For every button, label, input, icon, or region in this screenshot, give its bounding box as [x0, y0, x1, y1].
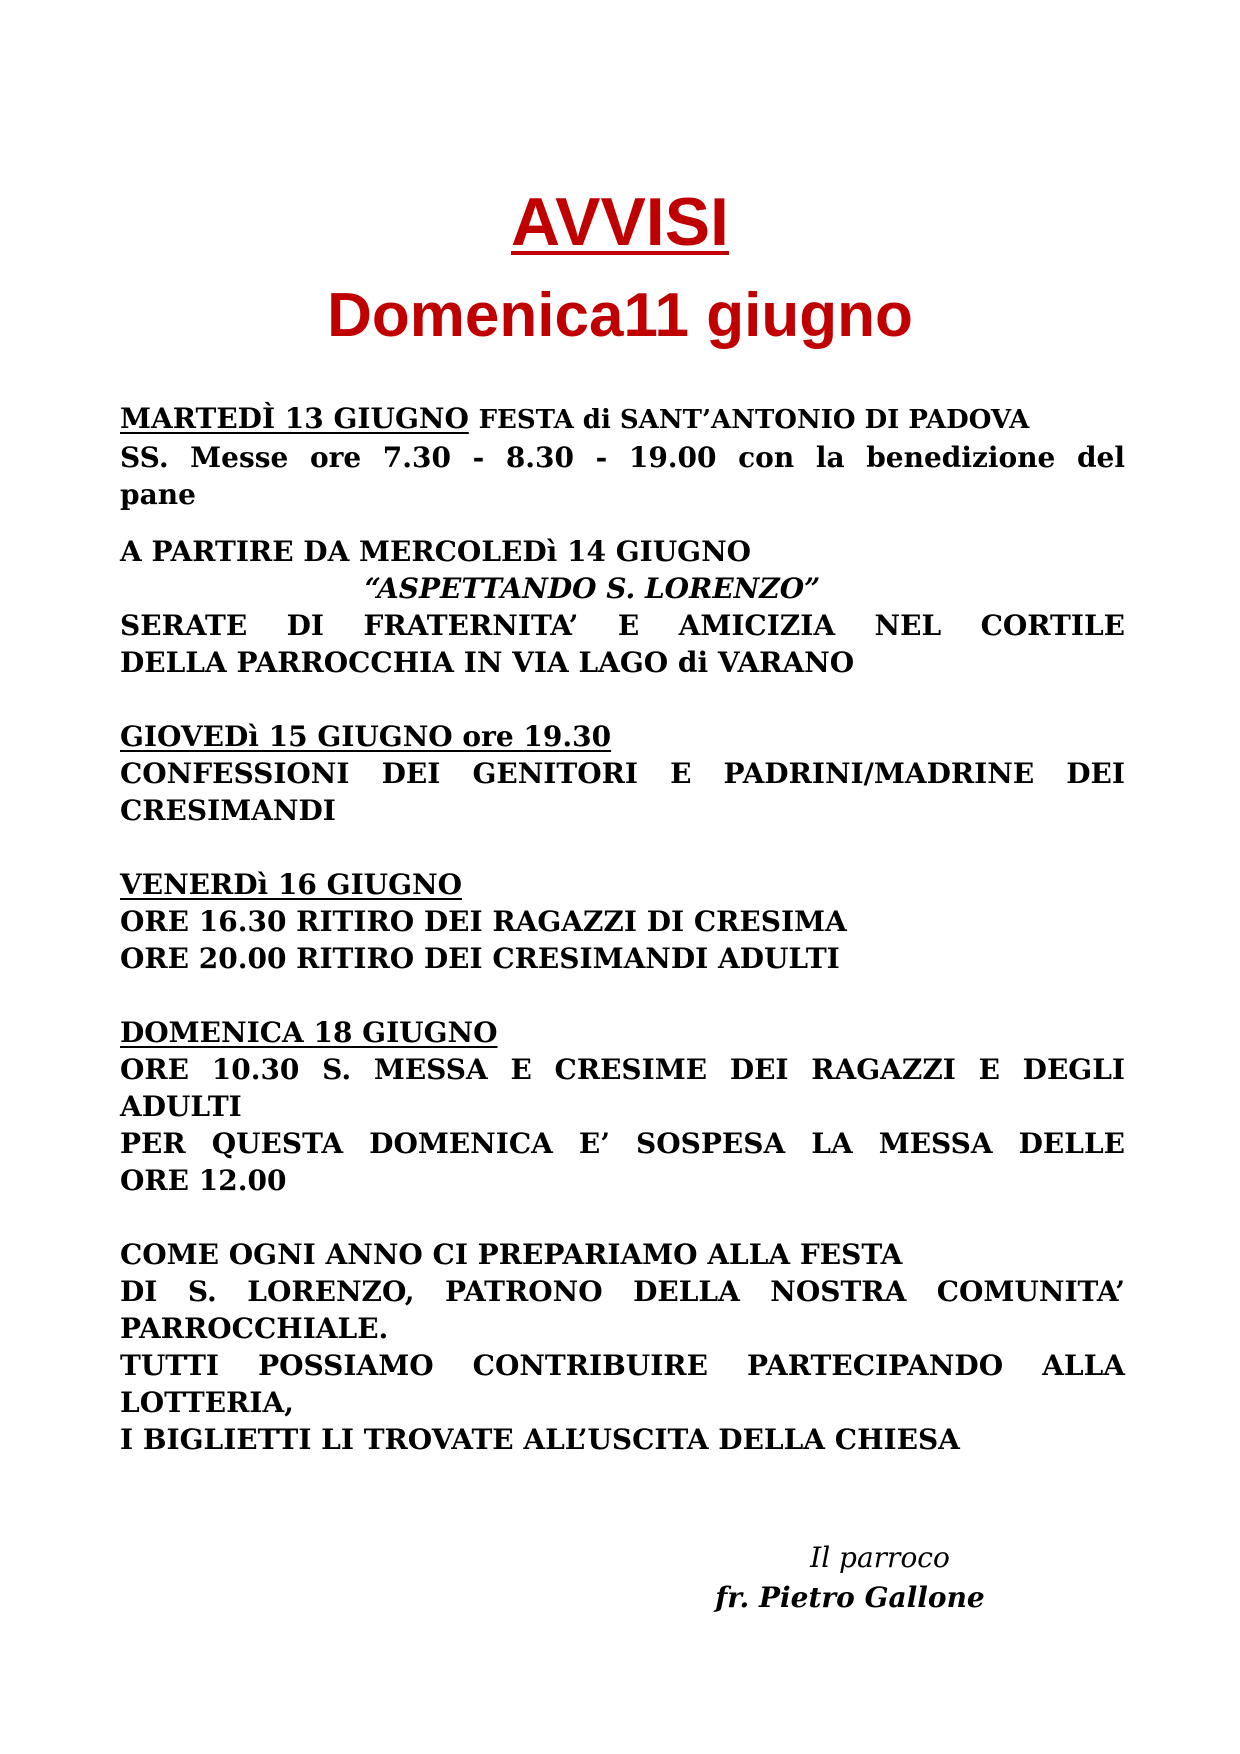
- notice-san-lorenzo-line-4: TUTTI POSSIAMO CONTRIBUIRE PARTECIPANDO ALLA: [120, 1349, 1125, 1382]
- notice-martedi-heading-line: [120, 400, 1125, 439]
- notice-venerdi: [120, 866, 1125, 977]
- notice-san-lorenzo-line-6: I BIGLIETTI LI TROVATE ALL’USCITA DELLA CHIESA: [120, 1423, 960, 1456]
- notice-san-lorenzo-line-3: PARROCCHIALE.: [120, 1312, 389, 1345]
- page-title-text: AVVISI: [511, 184, 729, 260]
- notice-giovedi: [120, 718, 1125, 829]
- notice-san-lorenzo-line-2: DI S. LORENZO, PATRONO DELLA NOSTRA COMUNITA’: [120, 1275, 1125, 1308]
- notice-martedi-line-1: SS. Messe ore 7.30 - 8.30 - 19.00 con la benedizione del: [120, 441, 1125, 474]
- notice-domenica-line-3: PER QUESTA DOMENICA E’ SOSPESA LA MESSA DELLE: [120, 1127, 1125, 1160]
- notice-mercoledi-line-4: DELLA PARROCCHIA IN VIA LAGO di VARANO: [120, 646, 855, 679]
- notice-mercoledi-line-1: A PARTIRE DA MERCOLEDì 14 GIUGNO: [120, 535, 752, 568]
- notice-venerdi-heading: VENERDì 16 GIUGNO: [120, 868, 462, 901]
- notice-san-lorenzo-line-1: COME OGNI ANNO CI PREPARIAMO ALLA FESTA: [120, 1238, 903, 1271]
- notice-giovedi-line-2: CRESIMANDI: [120, 794, 336, 827]
- notice-domenica-line-2: ADULTI: [120, 1090, 242, 1123]
- notice-martedi-title: FESTA di SANT’ANTONIO DI PADOVA: [478, 405, 1030, 435]
- signature-name: fr. Pietro Gallone: [715, 1581, 985, 1614]
- notices-body: [120, 400, 1125, 1478]
- notice-martedi-date: MARTEDÌ 13 GIUGNO: [120, 402, 469, 435]
- signature-block: [640, 1538, 1060, 1618]
- notice-domenica: [120, 1014, 1125, 1199]
- notice-san-lorenzo-line-5: LOTTERIA,: [120, 1386, 294, 1419]
- signature-role: Il parroco: [810, 1541, 950, 1574]
- notice-mercoledi: [120, 533, 1125, 681]
- notice-domenica-heading: DOMENICA 18 GIUGNO: [120, 1016, 498, 1049]
- notice-venerdi-line-1: ORE 16.30 RITIRO DEI RAGAZZI DI CRESIMA: [120, 905, 847, 938]
- page-subtitle: Domenica11 giugno: [327, 281, 913, 350]
- notice-domenica-line-4: ORE 12.00: [120, 1164, 287, 1197]
- notice-giovedi-line-1: CONFESSIONI DEI GENITORI E PADRINI/MADRINE DEI: [120, 757, 1125, 790]
- notice-martedi-line-2: pane: [120, 478, 196, 511]
- page-title: [0, 182, 1240, 262]
- notice-giovedi-heading: GIOVEDì 15 GIUGNO ore 19.30: [120, 720, 612, 753]
- notice-venerdi-line-2: ORE 20.00 RITIRO DEI CRESIMANDI ADULTI: [120, 942, 840, 975]
- notice-mercoledi-line-3: SERATE DI FRATERNITA’ E AMICIZIA NEL CORTILE: [120, 609, 1125, 642]
- notice-san-lorenzo: [120, 1236, 1125, 1458]
- notice-domenica-line-1: ORE 10.30 S. MESSA E CRESIME DEI RAGAZZI E DEGLI: [120, 1053, 1125, 1086]
- notice-martedi: [120, 400, 1125, 513]
- notice-mercoledi-line-2: “ASPETTANDO S. LORENZO”: [364, 572, 821, 605]
